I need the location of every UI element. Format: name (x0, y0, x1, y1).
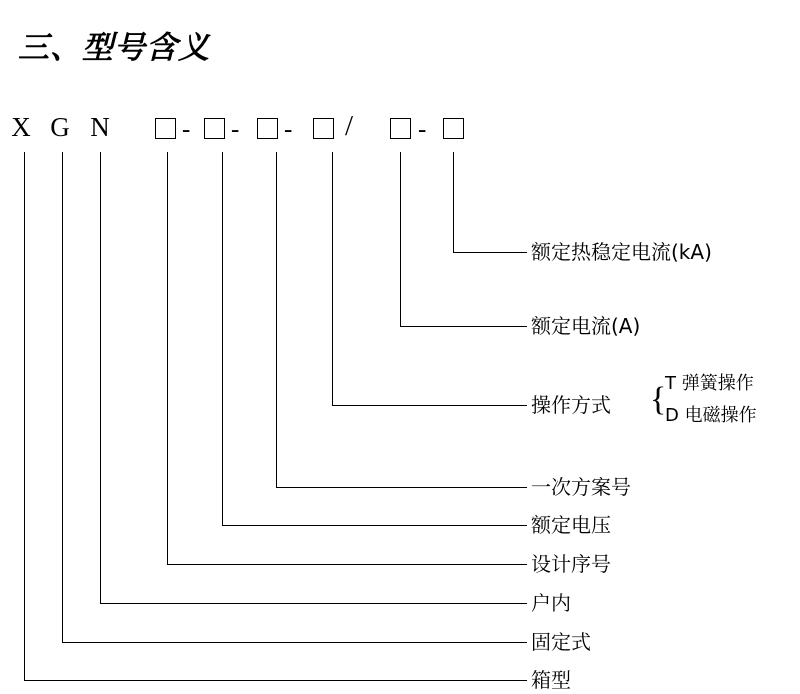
leader-line-rated-current-horizontal (400, 326, 527, 327)
callout-label-fixed-type: 固定式 (531, 630, 591, 654)
callout-label-cabinet-type: 箱型 (531, 668, 571, 692)
code-box-1 (155, 118, 176, 139)
leader-line-rated-voltage-horizontal (222, 525, 527, 526)
operating-mode-option-spring: T 弹簧操作 (665, 373, 754, 394)
leader-line-fixed-type-horizontal (62, 642, 527, 643)
code-letter-n: N (90, 112, 110, 142)
code-separator-2: - (231, 116, 240, 143)
leader-line-rated-current-vertical (400, 152, 401, 326)
leader-line-primary-scheme-horizontal (276, 487, 527, 488)
leader-line-primary-scheme-vertical (276, 152, 277, 487)
leader-line-cabinet-type-vertical (24, 152, 25, 680)
operating-mode-brace: { (650, 381, 667, 418)
leader-line-operating-mode-vertical (332, 152, 333, 405)
callout-label-rated-voltage: 额定电压 (531, 513, 611, 537)
code-box-3 (257, 118, 278, 139)
model-code-row (0, 108, 800, 152)
code-separator-slash: / (345, 110, 354, 142)
callout-label-rated-current: 额定电流(A) (531, 314, 641, 338)
code-letter-g: G (50, 112, 70, 142)
code-box-4 (313, 118, 334, 139)
code-letter-x: X (11, 112, 31, 142)
leader-line-operating-mode-horizontal (332, 405, 527, 406)
code-box-2 (204, 118, 225, 139)
page-title: 三、型号含义 (18, 30, 210, 66)
leader-line-design-serial-horizontal (167, 564, 527, 565)
leader-line-indoor-horizontal (100, 603, 527, 604)
callout-label-operating-mode: 操作方式 (531, 393, 611, 417)
callout-label-indoor: 户内 (531, 591, 571, 615)
leader-line-indoor-vertical (100, 152, 101, 603)
leader-line-rated-voltage-vertical (222, 152, 223, 525)
leader-line-cabinet-type-horizontal (24, 680, 527, 681)
code-separator-4: - (418, 116, 427, 143)
leader-line-design-serial-vertical (167, 152, 168, 564)
leader-line-fixed-type-vertical (62, 152, 63, 642)
code-separator-1: - (182, 116, 191, 143)
code-box-5 (390, 118, 411, 139)
callout-label-rated-thermal-current: 额定热稳定电流(kA) (531, 240, 712, 264)
code-separator-3: - (284, 116, 293, 143)
callout-label-design-serial-number: 设计序号 (531, 552, 611, 576)
operating-mode-option-electromagnetic: D 电磁操作 (665, 405, 757, 426)
callout-label-primary-scheme-number: 一次方案号 (531, 475, 631, 499)
leader-line-rated-thermal-current-vertical (453, 152, 454, 252)
leader-line-rated-thermal-current-horizontal (453, 252, 527, 253)
code-box-6 (443, 118, 464, 139)
